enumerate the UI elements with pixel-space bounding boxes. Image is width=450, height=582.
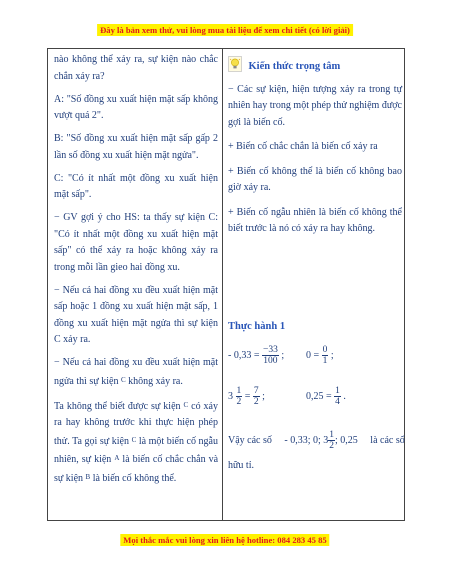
- teacher-hint: − GV gợi ý cho HS: ta thấy sự kiện C: "Có ít nhất một đồng xu xuất hiện mặt sấp" có thể xảy ra hoặc không xảy ra trong mỗi lần gieo hai đồng xu.: [54, 212, 218, 273]
- event-symbol: C: [183, 400, 189, 409]
- case-c-occurs: − Nếu cả hai đồng xu đều xuất hiện mặt sấp hoặc 1 đồng xu xuất hiện mặt sấp, 1 đồng xu xuất hiện mặt ngửa thì sự kiện C xảy ra.: [54, 284, 218, 345]
- event-c: C: "Có ít nhất một đồng xu xuất hiện mặt sấp".: [54, 172, 218, 200]
- conclusion-text: là biến cố không thể.: [92, 472, 177, 484]
- event-a: A: "Số đồng xu xuất hiện mặt sấp không vượt quá 2".: [54, 93, 218, 121]
- event-symbol: C: [131, 435, 137, 444]
- math-text: =: [244, 390, 251, 402]
- math-text: ;: [281, 349, 285, 361]
- fraction: [253, 386, 260, 407]
- question-text: nào không thể xảy ra, sự kiện nào chắc chắn xảy ra?: [54, 54, 218, 82]
- math-text: Vậy các số: [228, 434, 272, 446]
- fraction: [322, 345, 329, 366]
- numerator: 1: [236, 386, 242, 396]
- hotline-banner: Mọi thắc mắc vui lòng xin liên hệ hotline: 084 283 45 85: [120, 534, 329, 546]
- denominator: 2: [329, 441, 335, 451]
- lesson-table: [47, 48, 405, 521]
- lightbulb-icon: [228, 56, 242, 72]
- math-row-4: [306, 386, 346, 407]
- denominator: 100: [263, 356, 278, 366]
- math-text: ; 0,25: [335, 434, 358, 446]
- math-text: 3: [228, 390, 233, 402]
- column-divider: [222, 49, 223, 520]
- math-text: ;: [330, 349, 334, 361]
- case-c-not-occurs: [54, 355, 218, 390]
- math-row-2: [306, 345, 334, 366]
- fraction: [334, 386, 341, 407]
- definition-impossible: + Biến cố không thể là biến cố không bao giờ xảy ra.: [228, 165, 402, 193]
- math-text: ;: [262, 390, 265, 402]
- definition-random: + Biến cố ngẫu nhiên là biến cố không thể biết trước là nó có xảy ra hay không.: [228, 206, 402, 234]
- case-text: không xảy ra.: [128, 375, 183, 387]
- math-text: - 0,33 =: [228, 349, 260, 361]
- denominator: 2: [236, 397, 242, 407]
- conclusion-row: [228, 430, 405, 451]
- definition-event: − Các sự kiện, hiện tượng xảy ra trong tự nhiên hay trong một phép thử nghiệm được gợi là biến cố.: [228, 83, 402, 128]
- definition-certain: + Biến cố chắc chắn là biến cố xảy ra: [228, 141, 378, 152]
- teacher-activity-column: [54, 49, 218, 487]
- math-text: 0 =: [306, 349, 320, 361]
- numerator: 0: [322, 345, 328, 355]
- event-b: B: "Số đồng xu xuất hiện mặt sấp gấp 2 lần số đồng xu xuất hiện mặt ngửa".: [54, 133, 218, 161]
- knowledge-heading: Kiến thức trọng tâm: [248, 61, 341, 72]
- knowledge-text: [228, 82, 402, 238]
- knowledge-column: [228, 49, 402, 238]
- fraction: [236, 386, 243, 407]
- numerator: 1: [329, 430, 335, 440]
- math-row-1: [228, 345, 284, 366]
- math-text: là các số: [370, 434, 405, 446]
- conclusion-paragraph: [54, 397, 218, 488]
- conclusion-text: Ta không thể biết được sự kiện: [54, 400, 181, 412]
- knowledge-heading-row: [228, 56, 402, 76]
- practice-heading: Thực hành 1: [228, 321, 286, 332]
- event-symbol: C: [120, 375, 126, 384]
- denominator: 4: [335, 397, 340, 407]
- math-row-3: [228, 386, 265, 407]
- fraction: [262, 345, 279, 366]
- event-symbol: A: [114, 454, 120, 462]
- math-text: 0,25 =: [306, 390, 332, 402]
- preview-banner: Đây là bản xem thử, vui lòng mua tài liệu để xem chi tiết (có lời giải): [97, 24, 353, 36]
- denominator: 2: [253, 397, 259, 407]
- numerator: −33: [262, 345, 278, 355]
- case-text: − Nếu cả hai đồng xu đều xuất hiện mặt ngửa thì sự kiện: [54, 357, 218, 387]
- conclusion-row-end: hữu tỉ.: [228, 460, 254, 471]
- math-text: .: [343, 390, 346, 402]
- numerator: 7: [253, 386, 259, 396]
- fraction: [328, 430, 335, 451]
- conclusion-text: là một biến cố ngẫu nhiên, sự kiện: [54, 435, 218, 465]
- math-text: - 0,33; 0; 3: [284, 434, 329, 446]
- denominator: 1: [322, 356, 328, 366]
- numerator: 1: [335, 386, 340, 396]
- conclusion-text: có xảy ra hay không trước khi thực hiện phép thử. Ta gọi sự kiện: [54, 400, 218, 447]
- conclusion-text: là biến cố chắc chắn và sự kiện: [54, 454, 219, 484]
- event-symbol: B: [85, 472, 91, 481]
